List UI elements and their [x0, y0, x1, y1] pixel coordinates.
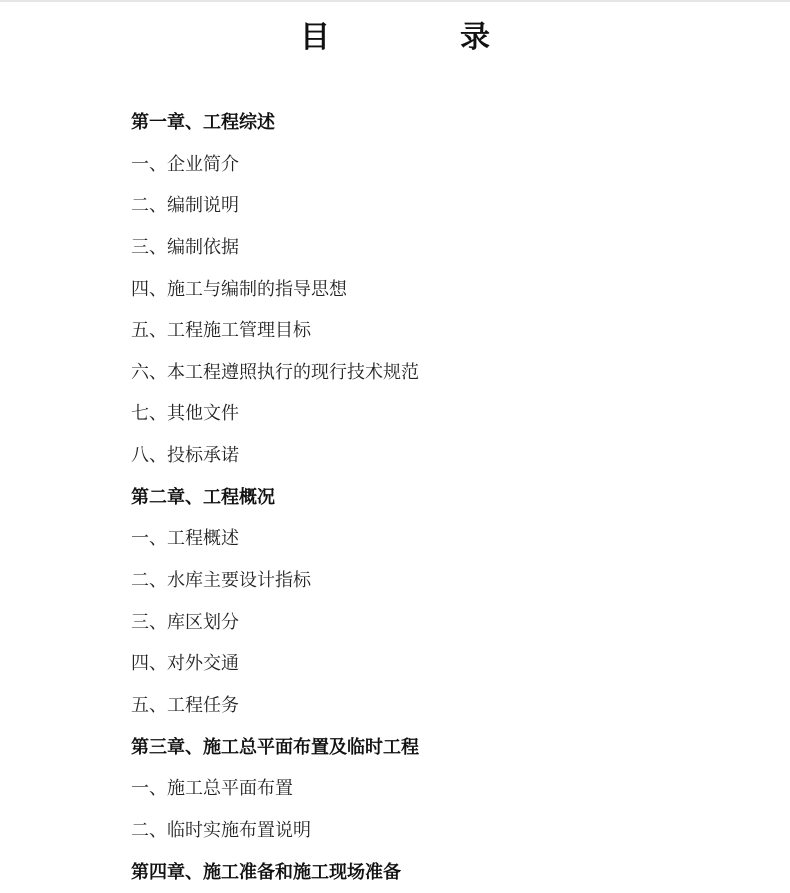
page-top-edge	[0, 0, 790, 2]
toc-section-item: 三、库区划分	[131, 611, 239, 633]
toc-section-item: 三、编制依据	[131, 236, 239, 258]
toc-section-item: 五、工程施工管理目标	[131, 320, 311, 342]
toc-chapter-heading: 第一章、工程综述	[131, 112, 275, 133]
toc-section-item: 八、投标承诺	[131, 445, 239, 467]
toc-section-item: 一、工程概述	[131, 528, 239, 550]
toc-section-item: 二、水库主要设计指标	[131, 570, 311, 592]
toc-section-item: 七、其他文件	[131, 403, 239, 425]
toc-section-item: 一、施工总平面布置	[131, 778, 293, 800]
toc-section-item: 二、临时实施布置说明	[131, 819, 311, 841]
toc-section-item: 四、对外交通	[131, 653, 239, 675]
page-title: 目 录	[300, 20, 540, 55]
toc-section-item: 四、施工与编制的指导思想	[131, 278, 347, 300]
toc-section-item: 五、工程任务	[131, 694, 239, 716]
toc-section-item: 二、编制说明	[131, 195, 239, 217]
toc-section-item: 六、本工程遵照执行的现行技术规范	[131, 361, 419, 383]
toc-chapter-heading: 第二章、工程概况	[131, 486, 275, 508]
toc-chapter-heading: 第三章、施工总平面布置及临时工程	[131, 736, 419, 758]
table-of-contents	[131, 102, 419, 893]
toc-chapter-heading: 第四章、施工准备和施工现场准备	[131, 861, 401, 883]
toc-section-item: 一、企业简介	[131, 153, 239, 175]
